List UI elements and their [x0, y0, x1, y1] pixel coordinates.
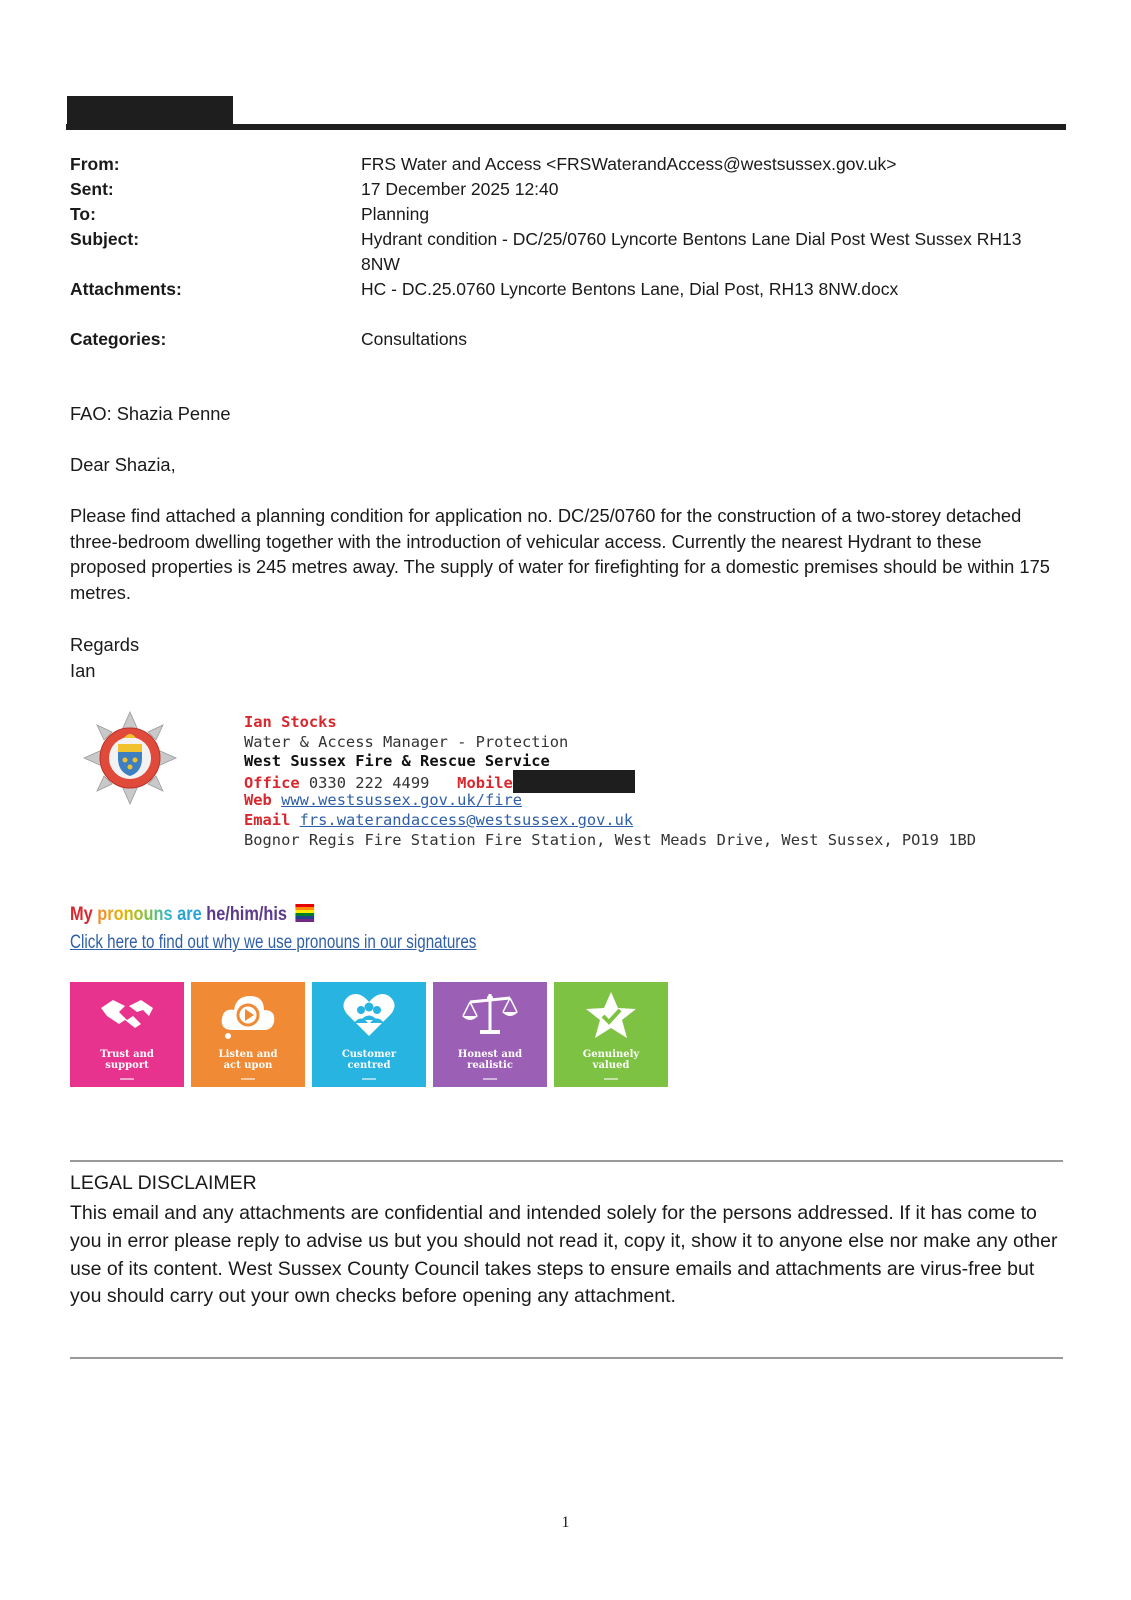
pronouns-line: [70, 904, 314, 926]
subject-label: Subject:: [70, 229, 140, 249]
heart-people-icon: [339, 990, 399, 1040]
value-tile-valued: [554, 982, 668, 1087]
value-tile-honest: [433, 982, 547, 1087]
tile-trust-line1: Trust and: [100, 1049, 154, 1060]
tile-customer-line2: centred: [347, 1060, 391, 1071]
tile-honest-line2: realistic: [467, 1060, 513, 1071]
categories-label: Categories:: [70, 329, 167, 349]
disclaimer-top-rule: [70, 1160, 1063, 1162]
cloud-play-icon: [218, 990, 278, 1040]
signoff: Ian: [70, 660, 96, 681]
pronouns-word-pronouns: pronouns: [97, 904, 173, 925]
signature-organisation: West Sussex Fire & Rescue Service: [244, 752, 550, 770]
web-label: Web: [244, 791, 272, 809]
tile-trust-line2: support: [105, 1060, 149, 1071]
sent-label: Sent:: [70, 179, 114, 199]
value-tile-listen: [191, 982, 305, 1087]
disclaimer-bottom-rule: [70, 1357, 1063, 1359]
office-label: Office: [244, 774, 300, 792]
regards: Regards: [70, 634, 140, 655]
header-rule: [66, 124, 1066, 130]
tile-valued-line2: valued: [592, 1060, 630, 1071]
signature-web-line: [244, 790, 522, 810]
value-tile-trust: [70, 982, 184, 1087]
tile-customer-line1: Customer: [341, 1049, 397, 1060]
fire-service-crest-icon: [82, 710, 178, 806]
handshake-icon: [97, 990, 157, 1040]
attachments-label: Attachments:: [70, 279, 182, 299]
star-check-icon: [581, 990, 641, 1040]
greeting: Dear Shazia,: [70, 454, 176, 475]
email-link[interactable]: frs.waterandaccess@westsussex.gov.uk: [299, 811, 634, 829]
sent-value: 17 December 2025 12:40: [361, 179, 559, 199]
signature-email-line: [244, 810, 633, 830]
to-value: Planning: [361, 204, 430, 224]
value-tile-customer: [312, 982, 426, 1087]
signature-name: Ian Stocks: [244, 713, 337, 731]
tile-honest-line1: Honest and: [457, 1049, 523, 1060]
legal-disclaimer-text: This email and any attachments are confidential and intended solely for the persons addressed. If it has come to you in error please reply to advise us but you should not read it, copy it, show it to anyone else nor make any other use of its content. West Sussex County Council takes steps to ensure emails and attachments are virus-free but you should carry out your own checks before opening any attachment.: [70, 1202, 1058, 1308]
page-number: 1: [561, 1514, 570, 1531]
pronouns-info-link[interactable]: Click here to find out why we use pronouns in our signatures: [70, 932, 477, 953]
attachment-file[interactable]: HC - DC.25.0760 Lyncorte Bentons Lane, Dial Post, RH13 8NW.docx: [361, 279, 899, 299]
to-label: To:: [70, 204, 96, 224]
office-number: 0330 222 4499: [308, 774, 430, 792]
categories-value: Consultations: [361, 329, 468, 349]
rainbow-flag-icon: [295, 904, 314, 922]
signature-address: Bognor Regis Fire Station Fire Station, West Meads Drive, West Sussex, PO19 1BD: [244, 831, 977, 849]
scales-icon: [460, 990, 520, 1040]
signature-title: Water & Access Manager - Protection: [244, 733, 569, 751]
from-value: FRS Water and Access <FRSWaterandAccess@westsussex.gov.uk>: [361, 154, 897, 174]
body-paragraph: Please find attached a planning condition for application no. DC/25/0760 for the construction of a two-storey detached three-bedroom dwelling together with the introduction of vehicular access. Currently the nearest Hydrant to these proposed properties is 245 metres away. The supply of water for firefighting for a domestic premises should be within 175 metres.: [70, 505, 1050, 603]
pronouns-word-my: My: [70, 904, 93, 925]
web-link[interactable]: www.westsussex.gov.uk/fire: [281, 791, 523, 809]
mobile-redaction: [513, 770, 635, 793]
tile-valued-line1: Genuinely: [582, 1049, 640, 1060]
pronouns-value: he/him/his: [206, 904, 288, 925]
tile-listen-line1: Listen and: [218, 1049, 278, 1060]
fao-line: FAO: Shazia Penne: [70, 403, 231, 424]
mobile-label: Mobile: [457, 774, 513, 792]
email-label: Email: [244, 811, 291, 829]
tile-listen-line2: act upon: [223, 1060, 273, 1071]
from-label: From:: [70, 154, 120, 174]
pronouns-word-are: are: [177, 904, 202, 925]
legal-disclaimer-heading: LEGAL DISCLAIMER: [70, 1172, 257, 1194]
subject-value: Hydrant condition - DC/25/0760 Lyncorte Bentons Lane Dial Post West Sussex RH13 8NW: [361, 229, 1022, 274]
